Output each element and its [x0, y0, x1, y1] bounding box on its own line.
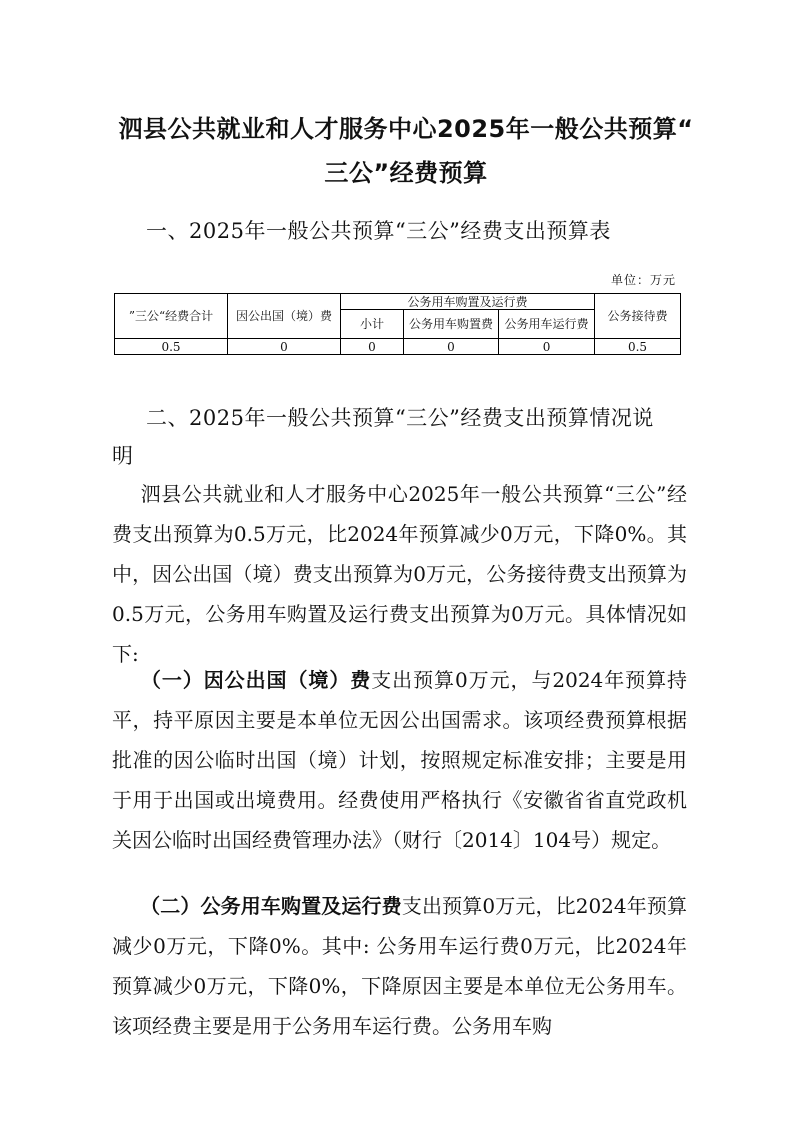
section2-heading-continuation: 明 — [112, 444, 133, 468]
header-subtotal: 小计 — [341, 310, 404, 339]
paragraph-summary — [112, 474, 687, 674]
value-abroad: 0 — [228, 339, 341, 355]
header-purchase: 公务用车购置费 — [404, 310, 499, 339]
paragraph-abroad-text: 支出预算0万元，与2024年预算持平，持平原因主要是本单位无因公出国需求。该项经费预算根据批准的因公临时出国（境）计划，按照规定标准安排；主要是用于用于出国或出境费用。经费使用严格执行《安徽省省直党政机关因公临时出国经费管理办法》（财行〔2014〕104号）规定。 — [112, 668, 688, 852]
value-subtotal: 0 — [341, 339, 404, 355]
header-reception: 公务接待费 — [595, 294, 681, 339]
paragraph-vehicle-label: （二）公务用车购置及运行费 — [140, 894, 402, 918]
document-title-line2: 三公”经费预算 — [324, 159, 488, 187]
header-vehicle-group: 公务用车购置及运行费 — [341, 294, 595, 310]
header-total: ”三公“经费合计 — [115, 294, 228, 339]
unit-label: 单位：万元 — [610, 273, 676, 287]
header-operation: 公务用车运行费 — [499, 310, 595, 339]
section1-heading: 一、2025年一般公共预算“三公”经费支出预算表 — [146, 219, 611, 243]
value-reception: 0.5 — [595, 339, 681, 355]
section2-heading: 二、2025年一般公共预算“三公”经费支出预算情况说 — [146, 406, 654, 430]
paragraph-summary-text: 泗县公共就业和人才服务中心2025年一般公共预算“三公”经费支出预算为0.5万元，比2024年预算减少0万元，下降0%。其中，因公出国（境）费支出预算为0万元，公务接待费支出预算为0.5万元，公务用车购置及运行费支出预算为0万元。具体情况如下: — [112, 482, 687, 666]
value-total: 0.5 — [115, 339, 228, 355]
value-operation: 0 — [499, 339, 595, 355]
budget-table — [114, 293, 681, 355]
paragraph-vehicle — [112, 886, 687, 1046]
paragraph-vehicle-text: 支出预算0万元，比2024年预算减少0万元，下降0%。其中: 公务用车运行费0万元，比2024年预算减少0万元，下降0%，下降原因主要是本单位无公务用车。该项经费主要是用于公务用车运行费。公务用车购 — [112, 894, 688, 1038]
paragraph-abroad — [112, 660, 687, 860]
table-row — [115, 339, 681, 355]
value-purchase: 0 — [404, 339, 499, 355]
document-title-line1: 泗县公共就业和人才服务中心2025年一般公共预算“ — [118, 115, 694, 143]
header-abroad: 因公出国（境）费 — [228, 294, 341, 339]
table-header-row-1 — [115, 294, 681, 310]
paragraph-abroad-label: （一）因公出国（境）费 — [140, 668, 372, 692]
